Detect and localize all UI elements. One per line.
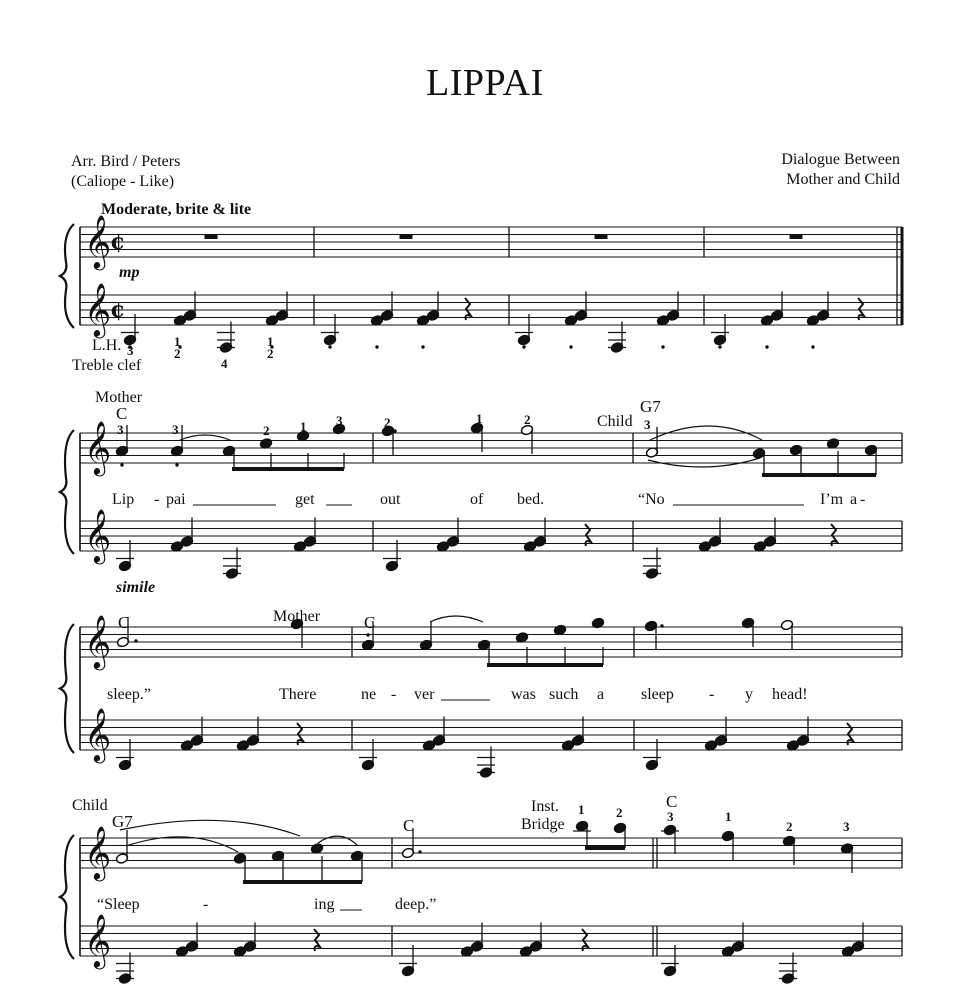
role-mother: Mother <box>273 608 321 625</box>
treble-clef-icon: 𝄞 <box>84 282 112 336</box>
barlines <box>80 227 902 956</box>
inst-bridge-label-1: Inst. <box>531 798 559 815</box>
finger: 3 <box>336 413 343 428</box>
treble-clef-icon: 𝄞 <box>84 214 112 268</box>
slurs <box>120 423 762 852</box>
treble-clef-icon: 𝄞 <box>84 420 112 474</box>
lyric-word: a <box>850 491 858 508</box>
lh-finger-2a: 1 <box>174 334 181 349</box>
rests <box>205 235 864 952</box>
finger: 2 <box>524 412 531 427</box>
treble-clef-icon: 𝄞 <box>84 508 112 562</box>
staff-lines <box>80 227 902 956</box>
lyric-word: “No <box>638 491 665 508</box>
lyric-word: deep.” <box>395 896 437 913</box>
lyric-word: head! <box>772 686 808 703</box>
quarter-rest-icon <box>465 298 471 320</box>
whole-rest-icon <box>205 235 217 239</box>
whole-rest-icon <box>790 235 802 239</box>
lyric-word: was <box>511 686 536 703</box>
lyric-word: get <box>295 491 315 508</box>
lyric-word: sleep.” <box>107 686 151 703</box>
lyric-hyphen: - <box>391 686 397 703</box>
arranger-credit: Arr. Bird / Peters <box>71 153 181 170</box>
chord-c: C <box>403 816 415 835</box>
description-line-2: Mother and Child <box>786 171 900 188</box>
cut-time-icon: ¢ <box>110 229 126 255</box>
brace <box>60 430 74 554</box>
quarter-rest-icon <box>582 929 588 951</box>
role-child: Child <box>597 413 633 430</box>
staccato-dot <box>522 345 525 348</box>
inst-bridge-label-2: Bridge <box>521 816 565 833</box>
chord-g7: G7 <box>112 812 133 831</box>
brace <box>60 624 74 753</box>
quarter-rest-icon <box>858 298 864 320</box>
lyric-word: ne <box>361 686 377 703</box>
lyric-word: sleep <box>641 686 674 703</box>
staccato-dot <box>421 345 424 348</box>
staccato-dot <box>328 345 331 348</box>
lyric-word: Lip <box>112 491 135 508</box>
staccato-dot <box>660 624 663 627</box>
notes <box>115 292 877 985</box>
lyric-hyphen: - <box>860 491 866 508</box>
chord-c: C <box>364 613 376 632</box>
lyric-extenders <box>193 505 804 910</box>
treble-clef-icon: 𝄞 <box>84 913 112 967</box>
song-title: LIPPAI <box>426 62 544 104</box>
lh-finger-4a: 1 <box>267 334 274 349</box>
staccato-dot <box>569 345 572 348</box>
lyric-word: pai <box>166 491 186 508</box>
finger: 2 <box>263 423 270 438</box>
beam <box>232 467 344 471</box>
whole-rest-icon <box>595 235 607 239</box>
lyric-word: I’m <box>820 491 844 508</box>
slur <box>120 820 300 836</box>
lyric-word: such <box>549 686 579 703</box>
lh-finger-2b: 2 <box>174 346 181 361</box>
staccato-dot <box>418 850 421 853</box>
beam <box>243 880 362 884</box>
lyric-word: There <box>279 686 317 703</box>
slur <box>126 837 238 852</box>
lyric-word: a <box>597 686 605 703</box>
quarter-rest-icon <box>314 929 320 951</box>
style-note: (Caliope - Like) <box>71 173 175 190</box>
staccato-dot <box>134 639 137 642</box>
lyric-word: ing <box>314 896 335 913</box>
staccato-dot <box>393 429 396 432</box>
lyric-word: ver <box>414 686 435 703</box>
lyric-hyphen: - <box>154 491 160 508</box>
system-braces <box>60 224 74 959</box>
chord-c: C <box>116 404 128 423</box>
lyric-word: bed. <box>517 491 545 508</box>
chord-c: C <box>118 613 130 632</box>
quarter-rest-icon <box>831 524 837 546</box>
lyric-word: “Sleep <box>97 896 140 913</box>
beam <box>762 473 876 477</box>
staccato-dot <box>661 345 664 348</box>
finger: 1 <box>300 419 307 434</box>
clef-note: Treble clef <box>72 357 142 374</box>
quarter-rest-icon <box>297 723 303 745</box>
lh-finger-1: 3 <box>127 343 134 358</box>
lyric-hyphen: - <box>709 686 715 703</box>
staccato-dot <box>120 463 123 466</box>
staccato-dot <box>811 345 814 348</box>
quarter-rest-icon <box>847 723 853 745</box>
simile-marking: simile <box>116 579 156 596</box>
treble-clef-icon: 𝄞 <box>84 707 112 761</box>
treble-clef-icon: 𝄞 <box>84 825 112 879</box>
brace <box>60 224 74 328</box>
staccato-dot <box>224 345 227 348</box>
staccato-dot <box>615 345 618 348</box>
chord-g7: G7 <box>640 397 661 416</box>
finger: 2 <box>384 415 391 430</box>
finger: 1 <box>725 809 732 824</box>
lyric-word: y <box>745 686 753 703</box>
beam <box>585 846 625 850</box>
finger: 3 <box>667 809 674 824</box>
left-hand-label: L.H. <box>92 337 122 354</box>
whole-rest-icon <box>400 235 412 239</box>
staccato-dot <box>718 345 721 348</box>
tempo-marking: Moderate, brite & lite <box>101 201 252 218</box>
staccato-dot <box>366 633 369 636</box>
role-child: Child <box>72 797 108 814</box>
treble-clef-icon: 𝄞 <box>84 614 112 668</box>
staccato-dot <box>765 345 768 348</box>
role-mother: Mother <box>95 389 143 406</box>
finger: 3 <box>172 422 179 437</box>
lyric-hyphen: - <box>203 896 209 913</box>
finger: 3 <box>644 417 651 432</box>
brace <box>60 835 74 959</box>
staccato-dot <box>175 463 178 466</box>
finger: 1 <box>578 802 585 817</box>
description-line-1: Dialogue Between <box>781 151 900 168</box>
quarter-rest-icon <box>585 524 591 546</box>
finger: 1 <box>476 411 483 426</box>
tie <box>430 616 483 622</box>
cut-time-icon: ¢ <box>110 297 126 323</box>
staccato-dot <box>375 345 378 348</box>
lyric-word: out <box>380 491 401 508</box>
beam <box>487 663 603 667</box>
lh-finger-4b: 2 <box>267 346 274 361</box>
tie <box>180 435 230 440</box>
chord-c: C <box>666 792 678 811</box>
finger: 2 <box>786 819 793 834</box>
finger: 3 <box>117 422 124 437</box>
dynamic-mp: mp <box>119 264 140 281</box>
finger: 3 <box>843 819 850 834</box>
lh-finger-3: 4 <box>221 356 228 371</box>
finger: 2 <box>616 805 623 820</box>
lyric-word: of <box>470 491 484 508</box>
